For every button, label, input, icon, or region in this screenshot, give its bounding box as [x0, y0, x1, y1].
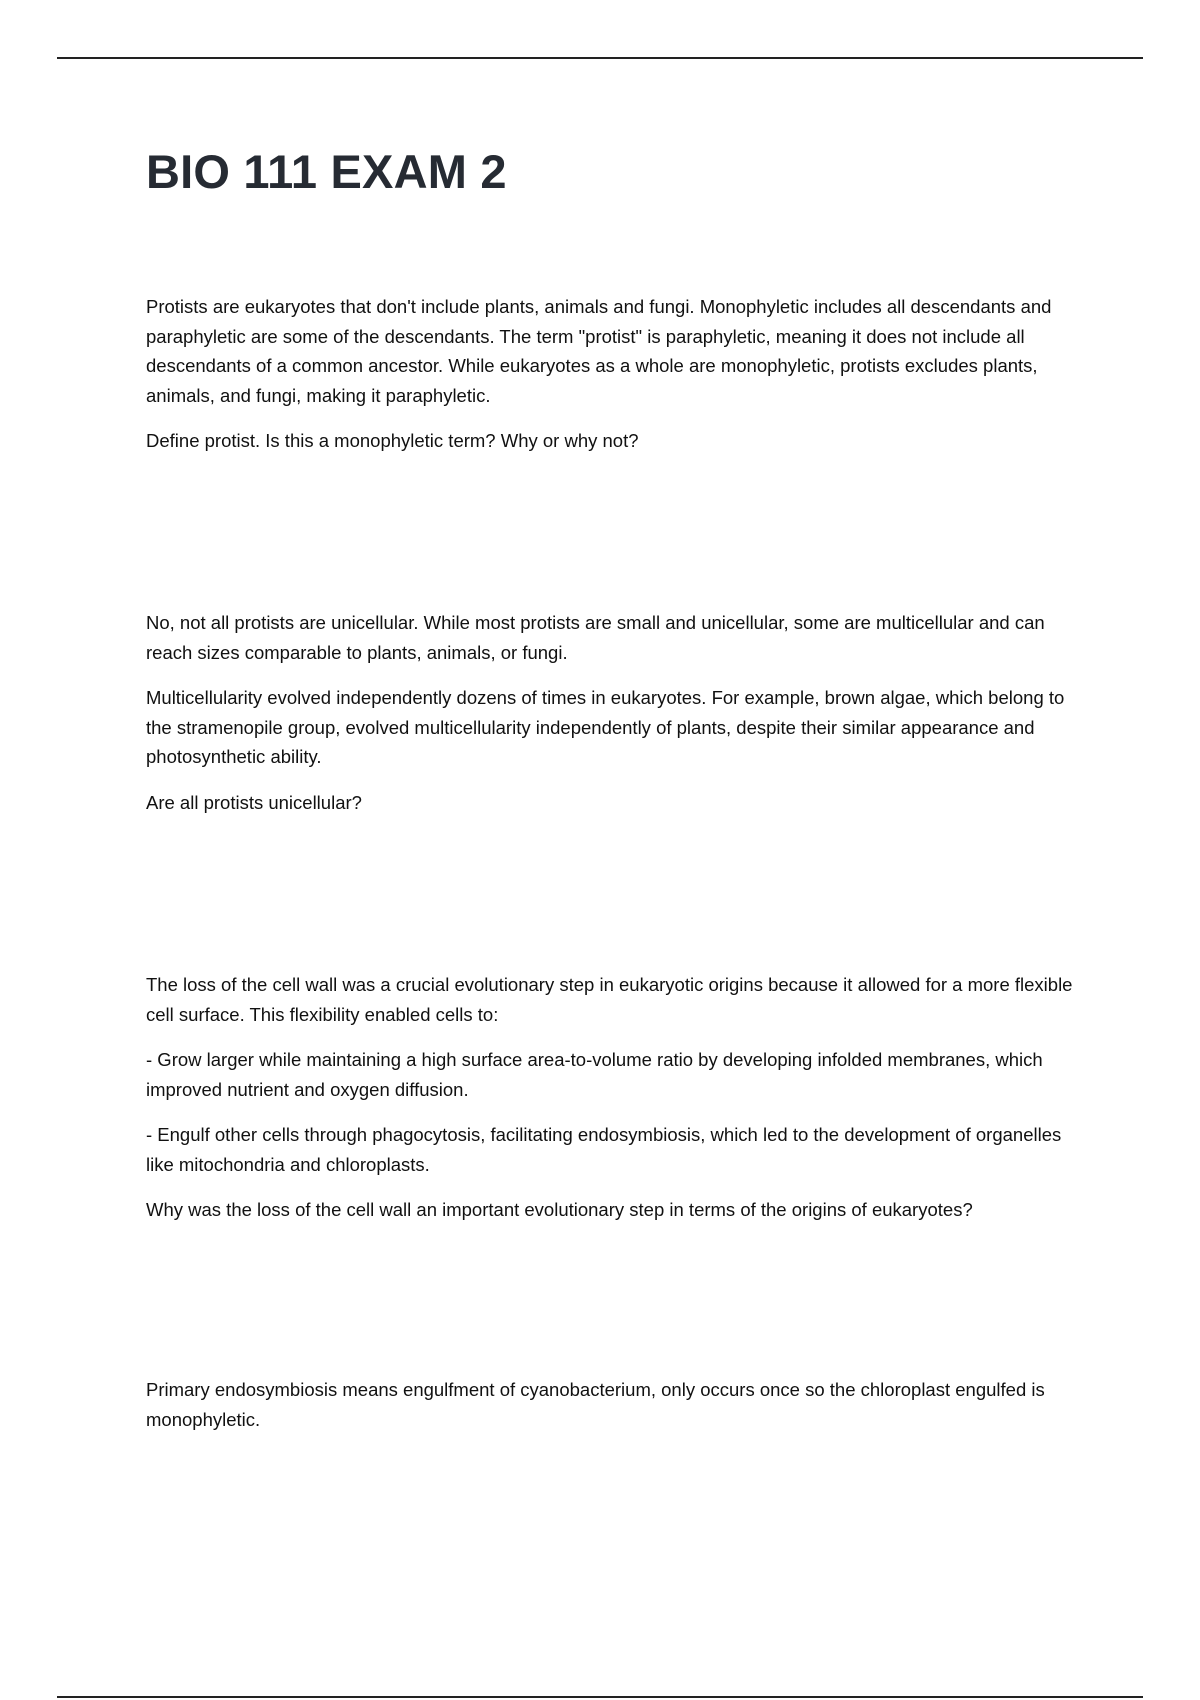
question-text: Are all protists unicellular? [146, 791, 362, 813]
answer-text: Multicellularity evolved independently dozens of times in eukaryotes. For example, brown algae, which belong to the stramenopile group, evolved multicellularity independently of plants, despite their similar appearance and photosynthetic ability. [146, 687, 1065, 767]
document-title: BIO 111 EXAM 2 [146, 145, 507, 198]
question-text: Why was the loss of the cell wall an important evolutionary step in terms of the origins of eukaryotes? [146, 1199, 973, 1220]
answer-text: Primary endosymbiosis means engulfment of cyanobacterium, only occurs once so the chloroplast engulfed is monophyletic. [146, 1379, 1045, 1430]
answer-text: No, not all protists are unicellular. While most protists are small and unicellular, some are multicellular and can reach sizes comparable to plants, animals, or fungi. [146, 612, 1045, 663]
top-rule [57, 57, 1143, 59]
answer-text: - Engulf other cells through phagocytosis, facilitating endosymbiosis, which led to the development of organelles like mitochondria and chloroplasts. [146, 1124, 1062, 1175]
question-text: Define protist. Is this a monophyletic term? Why or why not? [146, 430, 639, 451]
answer-text: - Grow larger while maintaining a high surface area-to-volume ratio by developing infolded membranes, which improved nutrient and oxygen diffusion. [146, 1049, 1043, 1100]
flashcard-3 [146, 970, 1086, 1241]
answer-text: Protists are eukaryotes that don't include plants, animals and fungi. Monophyletic includes all descendants and paraphyletic are some of the descendants. The term "protist" is paraphyletic, meaning it does not include all descendants of a common ancestor. While eukaryotes as a whole are monophyletic, protists excludes plants, animals, and fungi, making it paraphyletic. [146, 296, 1052, 406]
answer-text: The loss of the cell wall was a crucial evolutionary step in eukaryotic origins because it allowed for a more flexible cell surface. This flexibility enabled cells to: [146, 974, 1073, 1025]
flashcard-1 [146, 292, 1086, 472]
bottom-rule [57, 1696, 1143, 1698]
flashcard-4 [146, 1375, 1086, 1450]
flashcard-2 [146, 608, 1086, 833]
